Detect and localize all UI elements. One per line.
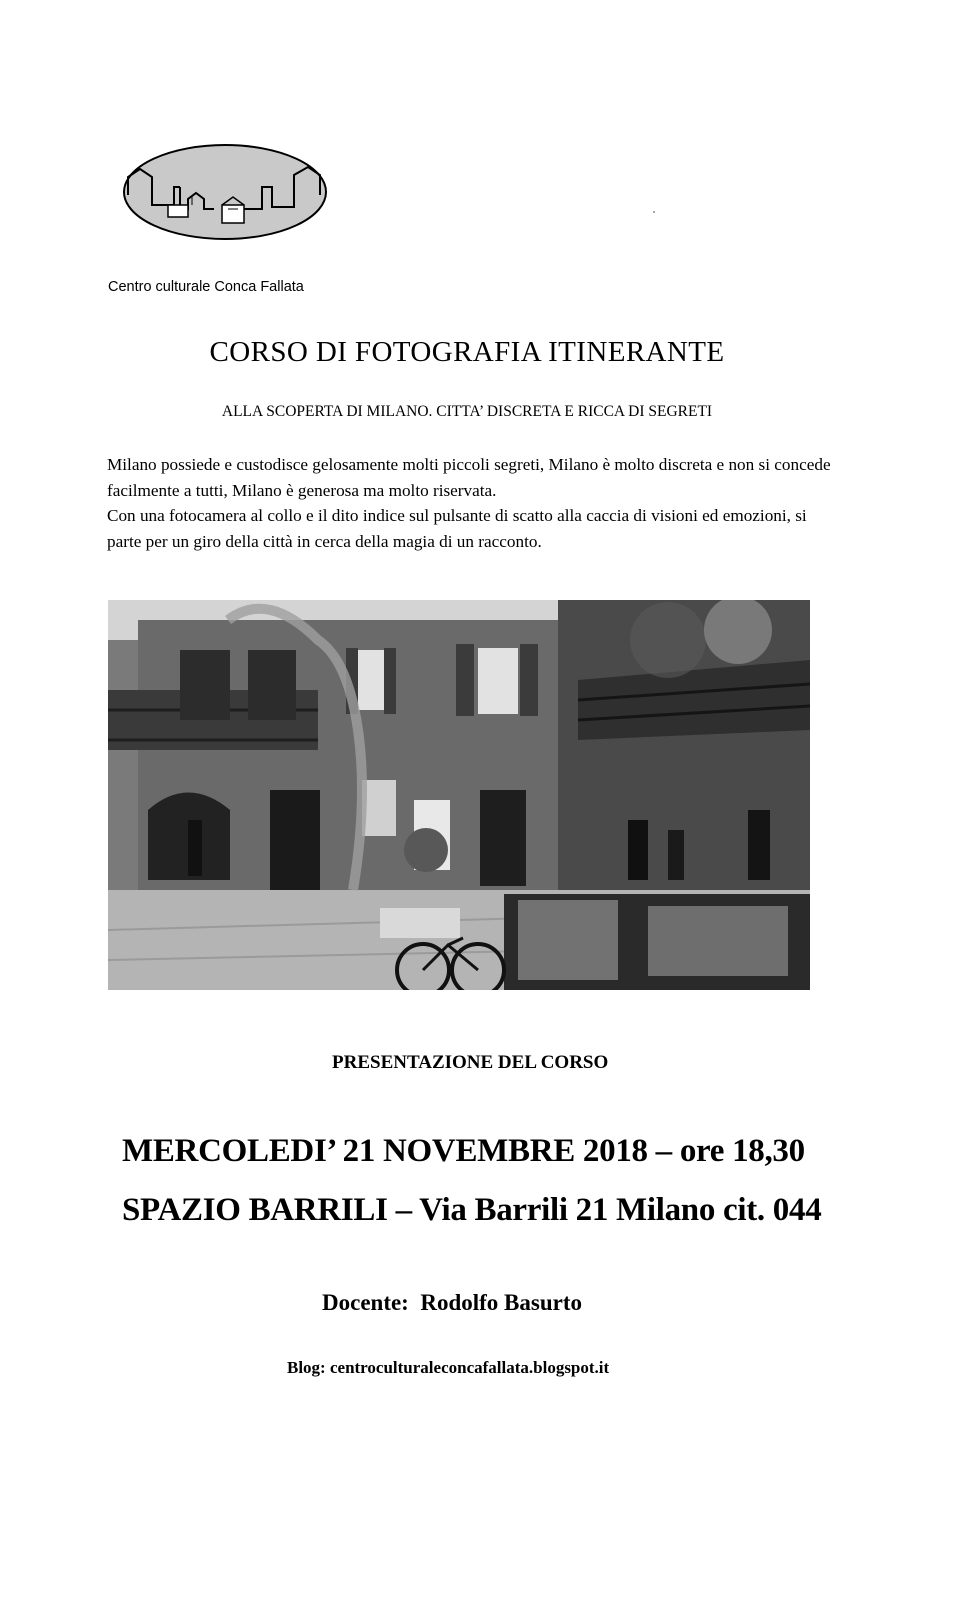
event-date: MERCOLEDI’ 21 NOVEMBRE 2018 – ore 18,30 (122, 1133, 805, 1169)
event-location: SPAZIO BARRILI – Via Barrili 21 Milano cit. 044 (122, 1192, 822, 1228)
organization-name: Centro culturale Conca Fallata (108, 279, 304, 295)
intro-text (107, 452, 837, 554)
teacher-name: Docente: Rodolfo Basurto (322, 1290, 582, 1315)
course-subtitle: ALLA SCOPERTA DI MILANO. CITTA’ DISCRETA E RICCA DI SEGRETI (221, 403, 713, 420)
speck (653, 211, 655, 213)
intro-paragraph-2: Con una fotocamera al collo e il dito indice sul pulsante di scatto alla caccia di visioni ed emozioni, si parte per un giro della città in cerca della magia di un racconto. (107, 506, 807, 551)
blog-link[interactable]: Blog: centroculturaleconcafallata.blogspot.it (287, 1358, 610, 1377)
presentation-heading: PRESENTAZIONE DEL CORSO (332, 1052, 609, 1073)
courtyard-photo (108, 600, 810, 990)
building-courtyard-logo-icon (122, 143, 328, 241)
course-title: CORSO DI FOTOGRAFIA ITINERANTE (209, 336, 725, 368)
intro-paragraph-1: Milano possiede e custodisce gelosamente molti piccoli segreti, Milano è molto discreta e non si concede facilmente a tutti, Milano è generosa ma molto riservata. (107, 455, 831, 500)
